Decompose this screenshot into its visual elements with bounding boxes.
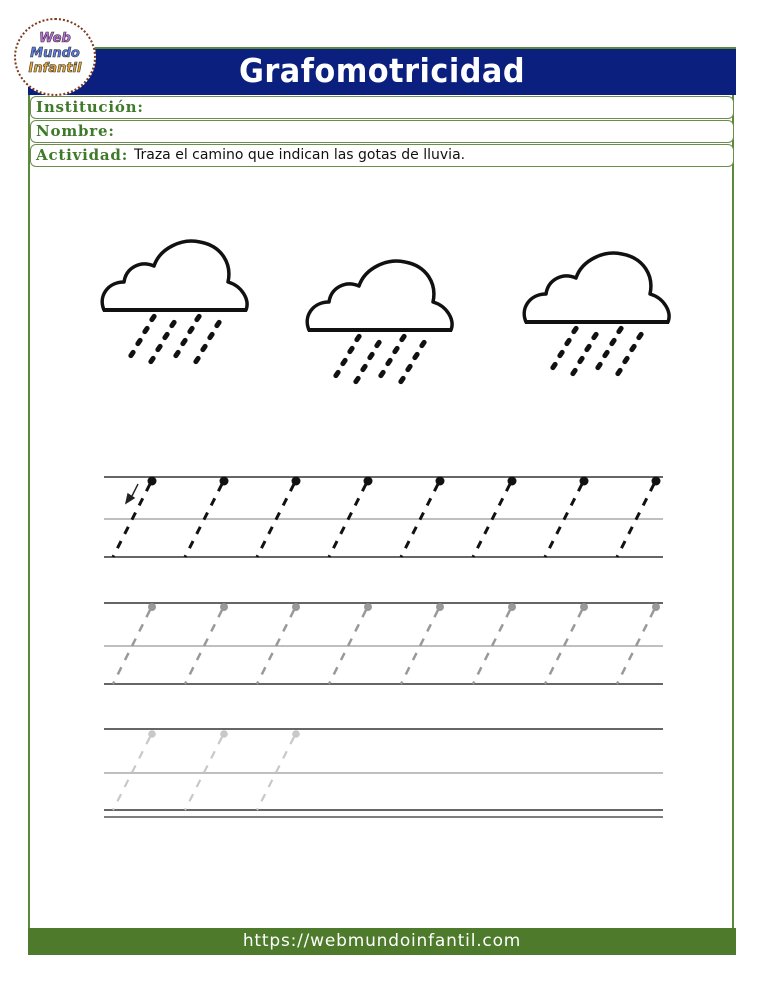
footer-url[interactable]: https://webmundoinfantil.com — [242, 931, 522, 951]
name-label: Nombre: — [36, 122, 115, 140]
page-title: Grafomotricidad — [238, 51, 526, 90]
rain-cloud-icon-3 — [524, 253, 669, 377]
institution-label: Institución: — [36, 98, 144, 116]
footer-bar — [28, 928, 736, 955]
logo-line-1: Web — [39, 31, 71, 46]
start-arrow-icon — [126, 484, 138, 503]
site-logo — [14, 18, 96, 96]
rain-cloud-icon-2 — [307, 261, 452, 385]
activity-instruction: Traza el camino que indican las gotas de lluvia. — [134, 147, 466, 163]
logo-line-3: Infantil — [28, 61, 82, 76]
tracing-row-3[interactable] — [104, 729, 663, 817]
activity-label: Actividad: — [36, 146, 129, 164]
rain-cloud-icon-1 — [102, 241, 247, 365]
tracing-row-2[interactable] — [104, 603, 663, 684]
tracing-row-1[interactable] — [104, 477, 663, 558]
logo-line-2: Mundo — [30, 46, 80, 61]
